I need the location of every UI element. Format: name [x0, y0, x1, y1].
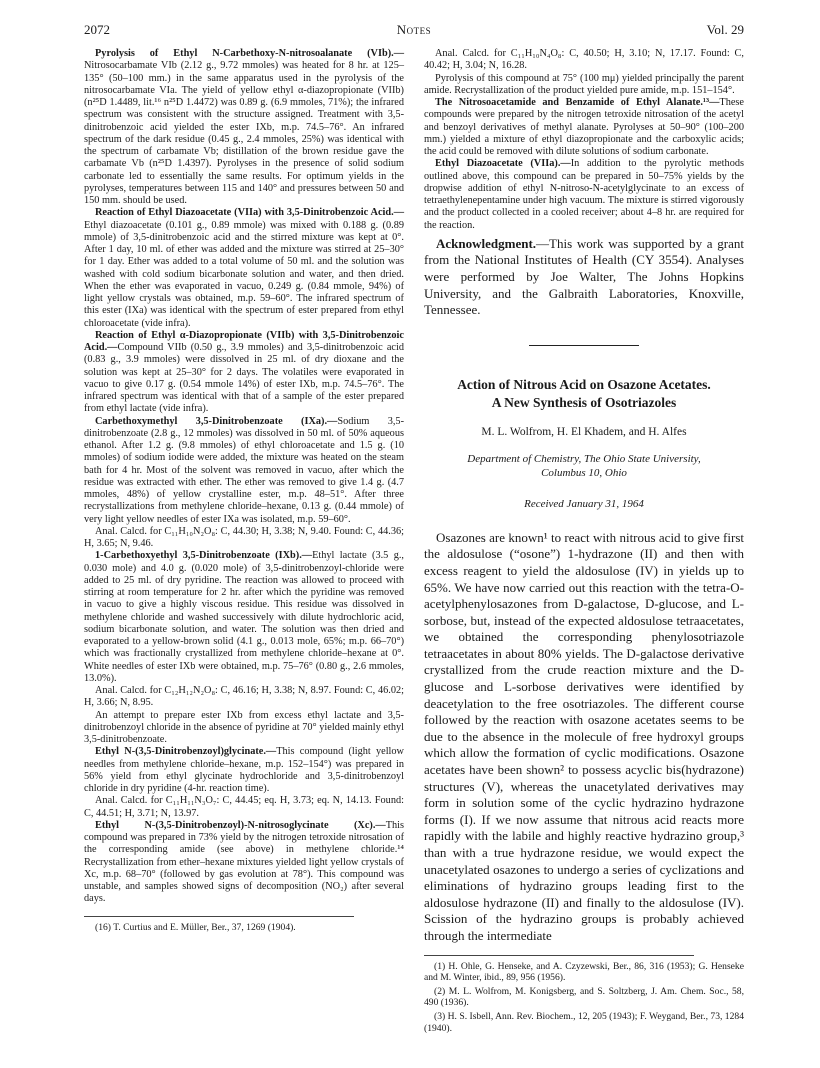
paragraph: The Nitrosoacetamide and Benzamide of Ethyl Alanate.¹³—These compounds were prepared by the nitrogen tetroxide nitrosation of the acetyl and benzoyl derivatives of methyl alanate. Pyrolyses at 50–90° (100–200 mm.) yielded a mixture of ethyl diazopropionate and the carboxylic acids; the acid could be removed with dilute solutions of sodium carbonate. — [424, 97, 744, 157]
paragraph: Ethyl N-(3,5-Dinitrobenzoyl)glycinate.—This compound (light yellow needles from methylene chloride–hexane, m.p. 152–154°) was prepared in 56% yield from ethyl glycinate hydrochloride and 3,5-dinitrobenzoyl chloride in dry pyridine (4-hr. reaction time). — [84, 746, 404, 794]
footnote: (3) H. S. Isbell, Ann. Rev. Biochem., 12, 205 (1943); F. Weygand, Ber., 73, 1284 (1940). — [424, 1010, 744, 1034]
footnote-divider — [84, 916, 354, 917]
section-divider — [529, 345, 639, 346]
analysis-line: Anal. Calcd. for C₁₁H₁₁N₃O₇: C, 44.45; eq. H, 3.73; eq. N, 14.13. Found: C, 44.51; H, 3.71; N, 13.97. — [84, 795, 404, 819]
paragraph: 1-Carbethoxyethyl 3,5-Dinitrobenzoate (IXb).—Ethyl lactate (3.5 g., 0.030 mole) and 4.0 g. (0.020 mole) of 3,5-dinitrobenzoyl-chloride were added to 25 ml. of dry pyridine. The reaction was allowed to proceed with stirring at room temperature for 2 hr. after which the pyridine was removed in vacuo to give a highly viscous residue. This residue was dissolved in methylene chloride and washed successively with dilute hydrochloric acid, sodium bicarbonate solution, and water. The solution was then dried and evaporated to a yellow-brown solid (4.1 g., 0.013 mole, 65%; m.p. 66–70°) which was fractionally crystallized from methylene chloride–hexane at 0°. White needles of ester IXb were obtained, m.p. 75–76° (0.80 g., 2.6 mmoles, 13.0%). — [84, 550, 404, 684]
paragraph: Carbethoxymethyl 3,5-Dinitrobenzoate (IXa).—Sodium 3,5-dinitrobenzoate (2.8 g., 12 mmoles) was dissolved in 50 ml. of 50% aqueous ethanol. After 1.2 g. (9.8 mmoles) of ethyl chloroacetate and 1.5 g. (10 mmoles) of sodium iodide were added, the mixture was heated on the steam bath for 4 hr. Most of the solvent was removed in vacuo, after which the residue was extracted with ether. The ether was removed to give 1.4 g. (4.7 mmoles, 48%) of yellow crystalline ester, m.p. 48–51°. After three recrystallizations from methylene chloride–hexane, 0.13 g. (0.44 mmole) of very light yellow needles of ester IXa was isolated, m.p. 59–60°. — [84, 415, 404, 525]
article-authors: M. L. Wolfrom, H. El Khadem, and H. Alfes — [481, 425, 687, 438]
volume-label: Vol. 29 — [706, 22, 744, 37]
paragraph: Ethyl N-(3,5-Dinitrobenzoyl)-N-nitrosoglycinate (Xc).—This compound was prepared in 73% yield by the nitrogen tetroxide nitrosation of the corresponding amide (see above) in methylene chloride.¹⁴ Recrystallization from ether–hexane mixtures yielded light yellow crystals of Xc, m.p. 68–70° (followed by gas evolution at 78°). This compound was unstable, and samples showed signs of decomposition (NO₂) after several days. — [84, 819, 404, 905]
page-header — [84, 22, 744, 42]
right-column — [424, 48, 744, 1034]
footnote: (16) T. Curtius and E. Müller, Ber., 37, 1269 (1904). — [95, 921, 296, 933]
footnote-divider — [424, 955, 694, 956]
article-title: Action of Nitrous Acid on Osazone Acetates. A New Synthesis of Osotriazoles — [457, 376, 711, 410]
running-title: Notes — [396, 22, 432, 37]
footnote: (2) M. L. Wolfrom, M. Konigsberg, and S. Soltzberg, J. Am. Chem. Soc., 58, 490 (1936). — [424, 985, 744, 1009]
paragraph: Reaction of Ethyl Diazoacetate (VIIa) with 3,5-Dinitrobenzoic Acid.—Ethyl diazoacetate (0.101 g., 0.89 mmole) was mixed with 0.188 g. (0.89 mmole) of 3,5-dinitrobenzoic acid and the stirred mixture was kept at 0°. After 1 day, 10 ml. of ether was added and the mixture was stirred at 25–30° for 1 day. Ether was added to a total volume of 50 ml. and the solution was washed with cold sodium bicarbonate solution and water, and then dried. When the ether was evaporated in vacuo, 0.249 g. (0.84 mmole, 94%) of light yellow crystals was obtained, m.p. 59–60°. The infrared spectrum of this ester (IXa) was identical with the spectrum of ester prepared from ethyl chloroacetate (vide infra). — [84, 207, 404, 329]
left-column — [84, 48, 404, 933]
paragraph: Pyrolysis of Ethyl N-Carbethoxy-N-nitrosoalanate (VIb).—Nitrosocarbamate VIb (2.12 g., 9.72 mmoles) was heated for 8 hr. at 125–135° (50–100 mm.) in the same apparatus used in the pyrolysis of the nitrosocarbamate VIa. The yield of yellow ethyl α-diazopropionate (VIIb) (n²⁵D 1.4489, lit.¹⁶ n²⁵D 1.4472) was 0.89 g. (6.9 mmoles, 71%); the infrared spectrum was consistent with the structure assigned. Treatment with 3,5-dinitrobenzoic acid yielded the ester IXb, m.p. 74.5–76°. An infrared spectrum of the dark residue (0.45 g., 2.4 mmoles, 25%) was identical with the spectrum of carbamate Vb; distillation of the brown residue gave the carbamate Vb (n²⁵D 1.4397). Pyrolyses in the presence of solid sodium carbonate led to essentially the same results. For optimum yields in the pyrolyses, temperatures between 115 and 140° and pressures between 50 and 150 mm. should be used. — [84, 48, 404, 206]
received-date: Received January 31, 1964 — [524, 497, 644, 510]
article-affiliation: Department of Chemistry, The Ohio State University, Columbus 10, Ohio — [467, 452, 701, 479]
right-experimental — [424, 48, 744, 232]
article-body: Osazones are known¹ to react with nitrous acid to give first the aldosulose (“osone”) 1-hydrazone (II) and then with excess reagent to yield the aldosulose (IV) in yields up to 65%. We have now carried out this reaction with the tetra-O-acetylphenylosazones from D-galactose, D-glucose, and L-sorbose, but, instead of the expected aldosulose tetraacetates, we obtained the corresponding phenylosotriazole tetraacetates in about 80% yields. The D-galactose derivative crystallized from the crude reaction mixture and the D-glucose and L-sorbose derivatives were identified by deacetylation to the free osotriazoles. The different course followed by the reaction with osazone acetates seems to be due to the absence in the molecule of free hydroxyl groups which allow the formation of cyclic modifications. Osazone acetates have been shown² to possess acyclic bis(hydrazone) structures (V), whereas the unacetylated derivatives may form in solution some of the cyclic hydrazino hydrazone forms (I). If we now assume that nitrous acid reacts more rapidly with the labile and highly reactive hydrazino group,³ than with a true hydrazone residue, we would expect the unacetylated osazones to undergo a series of cyclizations and eliminations of hydrazino groups leading first to the aldosulose hydrazone (II) and finally to the aldosulose (IV). Scission of the hydrazino groups is probably achieved through the intermediate — [424, 529, 744, 943]
analysis-line: Anal. Calcd. for C₁₂H₁₂N₂O₈: C, 46.16; H, 3.38; N, 8.97. Found: C, 46.02; H, 3.66; N, 8.95. — [84, 685, 404, 709]
page-number: 2072 — [84, 22, 110, 37]
paragraph: Pyrolysis of this compound at 75° (100 mμ) yielded principally the parent amide. Recrystallization of the product yielded pure amide, m.p. 151–154°. — [424, 72, 744, 96]
paragraph: Reaction of Ethyl α-Diazopropionate (VIIb) with 3,5-Dinitrobenzoic Acid.—Compound VIIb (0.50 g., 3.9 mmoles) and 3,5-dinitrobenzoic acid (0.83 g., 3.9 mmoles) were dissolved in 25 ml. of dry dioxane and the solution was kept at 25–30° for 2 days. The volatiles were evaporated in vacuo to give 0.17 g. (0.54 mmole 14%) of ester IXb, m.p. 74.5–76°. The infrared spectrum was identical with that of a sample of the ester prepared from ethyl lactate (vide infra). — [84, 329, 404, 415]
paragraph: An attempt to prepare ester IXb from excess ethyl lactate and 3,5-dinitrobenzoyl chloride in the absence of pyridine at 70° yielded mainly ethyl 3,5-dinitrobenzoate. — [84, 709, 404, 745]
analysis-line: Anal. Calcd. for C₁₁H₁₀N₄O₈: C, 40.50; H, 3.10; N, 17.17. Found: C, 40.42; H, 3.04; N, 16.28. — [424, 48, 744, 72]
analysis-line: Anal. Calcd. for C₁₁H₁₀N₂O₈: C, 44.30; H, 3.38; N, 9.40. Found: C, 44.36; H, 3.65; N, 9.46. — [84, 525, 404, 549]
footnote: (1) H. Ohle, G. Henseke, and A. Czyzewski, Ber., 86, 316 (1953); G. Henseke and M. Winter, ibid., 89, 956 (1956). — [424, 960, 744, 984]
paragraph: Ethyl Diazoacetate (VIIa).—In addition to the pyrolytic methods outlined above, this compound can be prepared in 50–75% yields by the dropwise addition of ethyl N-nitroso-N-acetylglycinate to an excess of tetraethylenepentamine under high vacuum. The mixture is stirred vigorously and the product collected in a cooled receiver; about 4–8 hr. are required for the reaction. — [424, 158, 744, 231]
acknowledgment: Acknowledgment.—This work was supported by a grant from the National Institutes of Health (CY 3554). Analyses were performed by Joe Walter, The Johns Hopkins University, and the Galbraith Laboratories, Knoxville, Tennessee. — [424, 235, 744, 318]
